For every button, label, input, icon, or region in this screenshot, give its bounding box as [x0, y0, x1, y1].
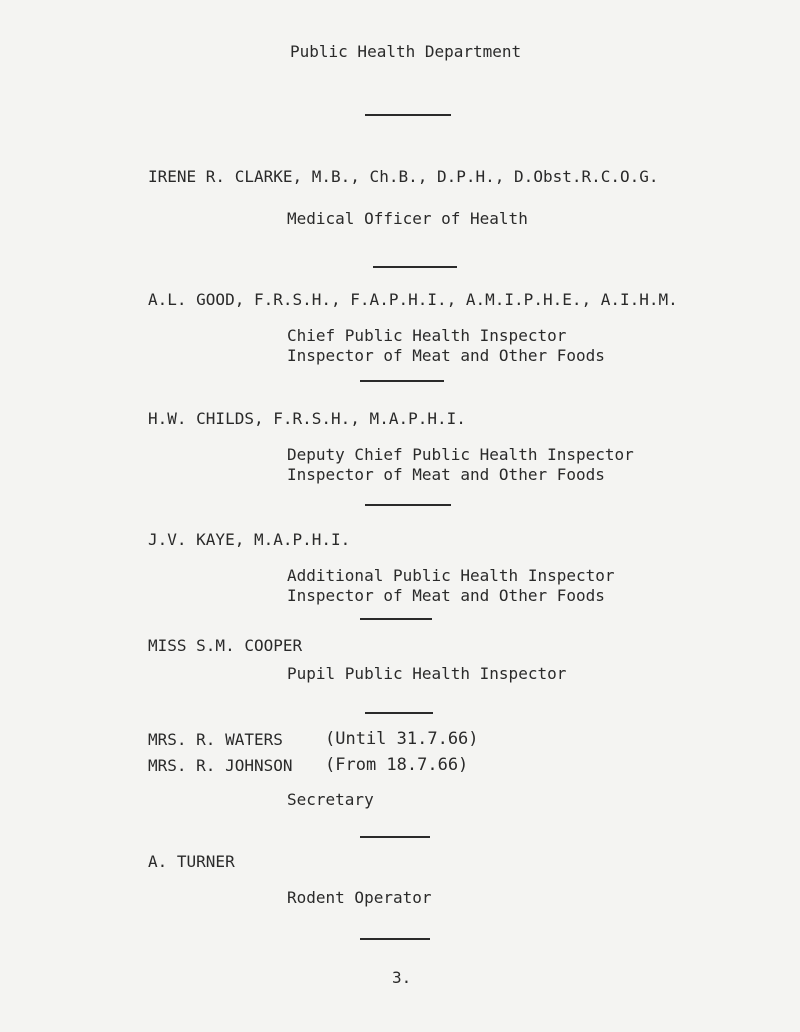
divider	[373, 266, 457, 268]
staff-date-note: (Until 31.7.66)	[325, 729, 479, 749]
divider	[365, 114, 451, 116]
staff-role: Inspector of Meat and Other Foods	[287, 465, 605, 484]
staff-role: Pupil Public Health Inspector	[287, 664, 567, 683]
staff-name: MRS. R. JOHNSON	[148, 756, 293, 775]
staff-name: A.L. GOOD, F.R.S.H., F.A.P.H.I., A.M.I.P.H.E., A.I.H.M.	[148, 290, 678, 309]
staff-date-note: (From 18.7.66)	[325, 755, 469, 775]
staff-name: J.V. KAYE, M.A.P.H.I.	[148, 530, 351, 549]
divider	[360, 380, 444, 382]
staff-role: Deputy Chief Public Health Inspector	[287, 445, 634, 464]
staff-role: Secretary	[287, 790, 374, 809]
staff-role: Inspector of Meat and Other Foods	[287, 346, 605, 365]
divider	[365, 504, 451, 506]
staff-role: Additional Public Health Inspector	[287, 566, 615, 585]
staff-name: A. TURNER	[148, 852, 235, 871]
divider	[360, 618, 432, 620]
staff-role: Medical Officer of Health	[287, 209, 528, 228]
staff-role: Rodent Operator	[287, 888, 432, 907]
department-heading: Public Health Department	[290, 42, 522, 61]
staff-name: IRENE R. CLARKE, M.B., Ch.B., D.P.H., D.Obst.R.C.O.G.	[148, 167, 659, 186]
divider	[360, 836, 430, 838]
staff-name: MISS S.M. COOPER	[148, 636, 303, 655]
staff-role: Inspector of Meat and Other Foods	[287, 586, 605, 605]
divider	[360, 938, 430, 940]
staff-role: Chief Public Health Inspector	[287, 326, 567, 345]
page-number: 3.	[392, 968, 412, 987]
staff-name: MRS. R. WATERS	[148, 730, 283, 749]
divider	[365, 712, 433, 714]
staff-name: H.W. CHILDS, F.R.S.H., M.A.P.H.I.	[148, 409, 466, 428]
